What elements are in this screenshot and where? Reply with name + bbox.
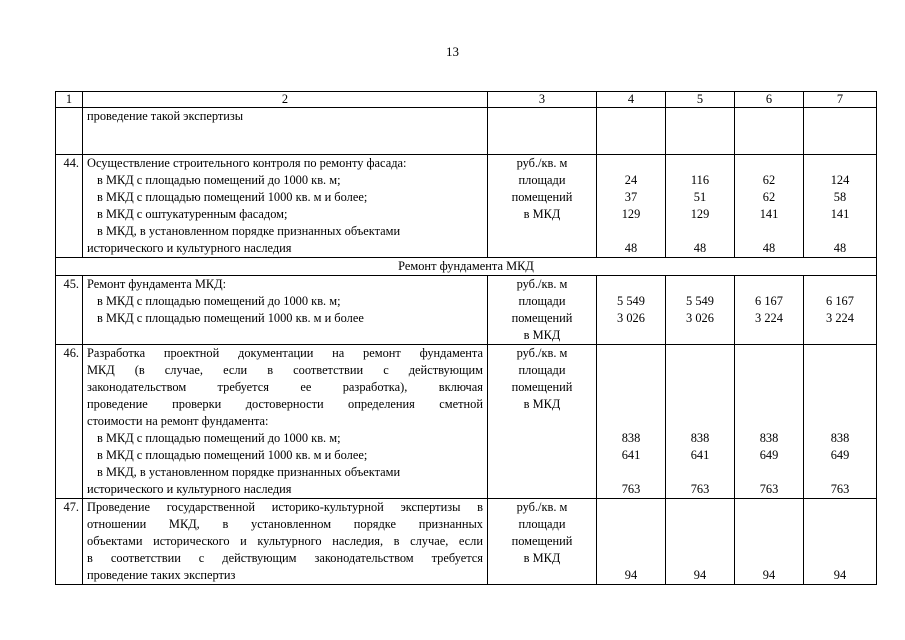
- value: 763: [690, 482, 710, 496]
- value: 5 549: [617, 294, 645, 308]
- unit-line: помещений: [511, 534, 573, 548]
- unit-line: в МКД: [523, 397, 561, 411]
- header-col-4: 4: [597, 92, 666, 108]
- value-cell-col5: [666, 276, 735, 345]
- value-cell-col7: [804, 499, 877, 585]
- value: 3 026: [686, 311, 714, 325]
- unit-line: руб./кв. м: [516, 277, 568, 291]
- value: 51: [693, 190, 707, 204]
- unit-cell: [488, 108, 597, 155]
- value-cell-col6: [735, 155, 804, 258]
- desc-line: проведение такой экспертизы: [87, 109, 244, 123]
- value: 48: [762, 241, 776, 255]
- unit-cell: [488, 155, 597, 258]
- row-number: 47.: [56, 499, 83, 585]
- value-cell-col7: [804, 155, 877, 258]
- row-number: 45.: [56, 276, 83, 345]
- header-row: [56, 92, 877, 108]
- desc-item: в МКД с площадью помещений 1000 кв. м и более: [97, 311, 364, 325]
- value: 48: [693, 241, 707, 255]
- unit-cell: [488, 345, 597, 499]
- value: 58: [833, 190, 847, 204]
- table-row-46: [56, 345, 877, 499]
- value: 3 224: [755, 311, 783, 325]
- value: 6 167: [826, 294, 854, 308]
- header-col-7: 7: [804, 92, 877, 108]
- desc-line: проведение проверки достоверности определения сметной: [87, 397, 483, 411]
- table-row-continuation: [56, 108, 877, 155]
- row-number: 46.: [56, 345, 83, 499]
- value: 62: [762, 173, 776, 187]
- value: 838: [759, 431, 779, 445]
- unit-line: руб./кв. м: [516, 346, 568, 360]
- desc-item: в МКД с оштукатуренным фасадом;: [97, 207, 288, 221]
- value: 94: [762, 568, 776, 582]
- section-title: Ремонт фундамента МКД: [56, 258, 877, 276]
- section-row: [56, 258, 877, 276]
- header-col-1: 1: [56, 92, 83, 108]
- value-cell-col7: [804, 276, 877, 345]
- desc-title: Ремонт фундамента МКД:: [87, 277, 227, 291]
- unit-line: площади: [518, 363, 566, 377]
- header-col-3: 3: [488, 92, 597, 108]
- value: 129: [690, 207, 710, 221]
- value: 5 549: [686, 294, 714, 308]
- value-cell: [735, 108, 804, 155]
- header-col-6: 6: [735, 92, 804, 108]
- page-number: 13: [446, 44, 459, 59]
- value: 94: [693, 568, 707, 582]
- header-col-5: 5: [666, 92, 735, 108]
- unit-line: в МКД: [523, 207, 561, 221]
- row-description: [83, 345, 488, 499]
- row-description: [83, 155, 488, 258]
- table-row-47: [56, 499, 877, 585]
- value: 37: [624, 190, 638, 204]
- value-cell-col6: [735, 345, 804, 499]
- desc-title: Осуществление строительного контроля по ремонту фасада:: [87, 156, 407, 170]
- value-cell-col5: [666, 155, 735, 258]
- value-cell-col6: [735, 499, 804, 585]
- unit-line: помещений: [511, 190, 573, 204]
- value: 129: [621, 207, 641, 221]
- table-row-44: [56, 155, 877, 258]
- value: 116: [690, 173, 710, 187]
- unit-line: площади: [518, 173, 566, 187]
- value: 641: [621, 448, 641, 462]
- unit-line: площади: [518, 294, 566, 308]
- value-cell-col4: [597, 155, 666, 258]
- tariff-table: [55, 91, 877, 585]
- table-row-45: [56, 276, 877, 345]
- unit-line: помещений: [511, 380, 573, 394]
- value-cell-col5: [666, 345, 735, 499]
- desc-item: исторического и культурного наследия: [87, 241, 292, 255]
- value: 763: [621, 482, 641, 496]
- value: 24: [624, 173, 638, 187]
- desc-line: в соответствии с действующим законодательством требуется: [87, 551, 483, 565]
- desc-line: МКД (в случае, если в соответствии с действующим: [87, 363, 483, 377]
- value: 649: [830, 448, 850, 462]
- value: 48: [833, 241, 847, 255]
- value: 641: [690, 448, 710, 462]
- desc-item: в МКД с площадью помещений до 1000 кв. м;: [97, 173, 341, 187]
- value: 94: [833, 568, 847, 582]
- value: 838: [690, 431, 710, 445]
- desc-item: исторического и культурного наследия: [87, 482, 292, 496]
- unit-line: руб./кв. м: [516, 500, 568, 514]
- value: 763: [830, 482, 850, 496]
- value: 62: [762, 190, 776, 204]
- value: 3 026: [617, 311, 645, 325]
- value: 94: [624, 568, 638, 582]
- desc-line: отношении МКД, в установленном порядке признанных: [87, 517, 483, 531]
- header-col-2: 2: [83, 92, 488, 108]
- value: 838: [621, 431, 641, 445]
- value: 124: [830, 173, 850, 187]
- value-cell: [804, 108, 877, 155]
- desc-line: стоимости на ремонт фундамента:: [87, 414, 269, 428]
- value-cell: [666, 108, 735, 155]
- value: 649: [759, 448, 779, 462]
- desc-item: в МКД, в установленном порядке признанных объектами: [97, 465, 401, 479]
- desc-item: в МКД с площадью помещений 1000 кв. м и более;: [97, 190, 368, 204]
- value: 141: [830, 207, 850, 221]
- row-number: 44.: [56, 155, 83, 258]
- desc-line: проведение таких экспертиз: [87, 568, 236, 582]
- unit-line: руб./кв. м: [516, 156, 568, 170]
- desc-item: в МКД с площадью помещений 1000 кв. м и более;: [97, 448, 368, 462]
- unit-line: в МКД: [523, 328, 561, 342]
- row-number: [56, 108, 83, 155]
- value-cell-col4: [597, 276, 666, 345]
- value: 3 224: [826, 311, 854, 325]
- desc-line: Проведение государственной историко-культурной экспертизы в: [87, 500, 483, 514]
- value-cell: [597, 108, 666, 155]
- row-description: [83, 108, 488, 155]
- value-cell-col4: [597, 345, 666, 499]
- desc-item: в МКД с площадью помещений до 1000 кв. м;: [97, 294, 341, 308]
- desc-line: Разработка проектной документации на ремонт фундамента: [87, 346, 483, 360]
- value: 838: [830, 431, 850, 445]
- desc-item: в МКД, в установленном порядке признанных объектами: [97, 224, 401, 238]
- value-cell-col6: [735, 276, 804, 345]
- desc-item: в МКД с площадью помещений до 1000 кв. м;: [97, 431, 341, 445]
- value: 6 167: [755, 294, 783, 308]
- row-description: [83, 499, 488, 585]
- unit-line: площади: [518, 517, 566, 531]
- row-description: [83, 276, 488, 345]
- unit-cell: [488, 499, 597, 585]
- value: 141: [759, 207, 779, 221]
- desc-line: объектами исторического и культурного наследия, в случае, если: [87, 534, 483, 548]
- unit-line: в МКД: [523, 551, 561, 565]
- value: 763: [759, 482, 779, 496]
- value-cell-col7: [804, 345, 877, 499]
- value-cell-col4: [597, 499, 666, 585]
- unit-cell: [488, 276, 597, 345]
- desc-line: законодательством требуется ее разработка), включая: [87, 380, 483, 394]
- value-cell-col5: [666, 499, 735, 585]
- unit-line: помещений: [511, 311, 573, 325]
- value: 48: [624, 241, 638, 255]
